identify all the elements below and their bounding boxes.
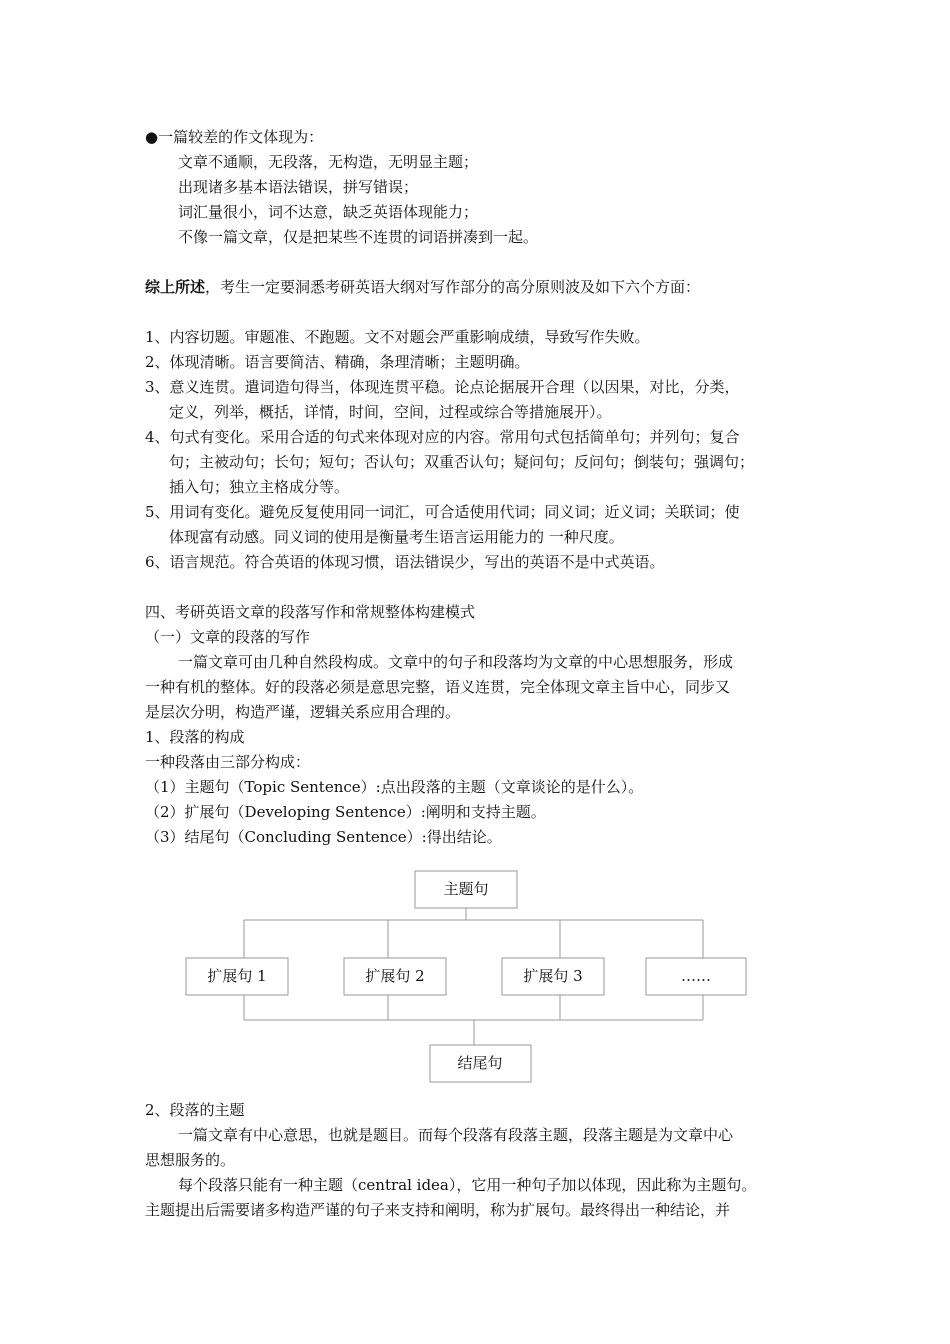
concluding-sentence-label: 结尾句 bbox=[457, 1054, 503, 1072]
principle-2: 2、体现清晰。语言要简洁、精确，条理清晰；主题明确。 bbox=[145, 353, 530, 371]
bad-essay-item: 出现诸多基本语法错误，拼写错误； bbox=[178, 178, 419, 196]
bad-essay-heading: ●一篇较差的作文体现为： bbox=[145, 128, 324, 146]
paragraph-3-line: 每个段落只能有一种主题（central idea），它用一种句子加以体现，因此称为主题句。 bbox=[178, 1176, 757, 1194]
bad-essay-item: 文章不通顺，无段落，无构造，无明显主题； bbox=[178, 153, 479, 171]
principle-5: 5、用词有变化。避免反复使用同一词汇，可合适使用代词；同义词；近义词；关联词；使 bbox=[145, 503, 740, 521]
section-4-title: 四、考研英语文章的段落写作和常规整体构建模式 bbox=[145, 603, 476, 621]
principle-4-cont: 插入句；独立主格成分等。 bbox=[169, 478, 350, 496]
paragraph-2-line: 思想服务的。 bbox=[145, 1151, 236, 1169]
structure-part: （2）扩展句（Developing Sentence）:阐明和支持主题。 bbox=[145, 803, 546, 821]
paragraph-3-line: 主题提出后需要诸多构造严谨的句子来支持和阐明，称为扩展句。最终得出一种结论，并 bbox=[145, 1201, 731, 1219]
principle-6: 6、语言规范。符合英语的体现习惯，语法错误少，写出的英语不是中式英语。 bbox=[145, 553, 665, 571]
principle-3-cont: 定义，列举，概括，详情，时间，空间，过程或综合等措施展开）。 bbox=[169, 403, 612, 421]
principle-4: 4、句式有变化。采用合适的句式来体现对应的内容。常用句式包括简单句；并列句；复合 bbox=[145, 428, 740, 446]
principle-3: 3、意义连贯。遣词造句得当，体现连贯平稳。论点论据展开合理（以因果，对比，分类， bbox=[145, 378, 740, 396]
structure-intro: 一种段落由三部分构成： bbox=[145, 753, 311, 771]
principle-5-cont: 体现富有动感。同义词的使用是衡量考生语言运用能力的 一种尺度。 bbox=[169, 528, 624, 546]
structure-part: （1）主题句（Topic Sentence）:点出段落的主题（文章谈论的是什么）。 bbox=[145, 778, 644, 796]
paragraph-1-line: 一种有机的整体。好的段落必须是意思完整，语义连贯，完全体现文章主旨中心，同步又 bbox=[145, 678, 731, 696]
developing-sentence-label: 扩展句 3 bbox=[523, 967, 583, 985]
structure-part: （3）结尾句（Concluding Sentence）:得出结论。 bbox=[145, 828, 502, 846]
heading-paragraph-topic: 2、段落的主题 bbox=[145, 1101, 245, 1119]
paragraph-2-line: 一篇文章有中心意思，也就是题目。而每个段落有段落主题，段落主题是为文章中心 bbox=[178, 1126, 734, 1144]
principle-4-cont: 句；主被动句；长句；短句；否认句；双重否认句；疑问句；反问句；倒装句；强调句； bbox=[169, 453, 755, 471]
bad-essay-item: 词汇量很小，词不达意，缺乏英语体现能力； bbox=[178, 203, 479, 221]
topic-sentence-label: 主题句 bbox=[443, 880, 489, 898]
bad-essay-item: 不像一篇文章，仅是把某些不连贯的词语拼凑到一起。 bbox=[178, 228, 539, 246]
paragraph-1-line: 一篇文章可由几种自然段构成。文章中的句子和段落均为文章的中心思想服务，形成 bbox=[178, 653, 734, 671]
summary-rest: ，考生一定要洞悉考研英语大纲对写作部分的高分原则波及如下六个方面： bbox=[205, 278, 701, 296]
principle-1: 1、内容切题。审题准、不跑题。文不对题会严重影响成绩，导致写作失败。 bbox=[145, 328, 650, 346]
heading-paragraph-structure: 1、段落的构成 bbox=[145, 728, 245, 746]
paragraph-1-line: 是层次分明，构造严谨，逻辑关系应用合理的。 bbox=[145, 703, 461, 721]
summary-bold: 综上所述 bbox=[145, 278, 206, 296]
developing-sentence-label: 扩展句 1 bbox=[207, 967, 267, 985]
developing-sentence-label: …… bbox=[681, 967, 711, 985]
subsection-1-title: （一）文章的段落的写作 bbox=[145, 628, 311, 646]
developing-sentence-label: 扩展句 2 bbox=[365, 967, 425, 985]
